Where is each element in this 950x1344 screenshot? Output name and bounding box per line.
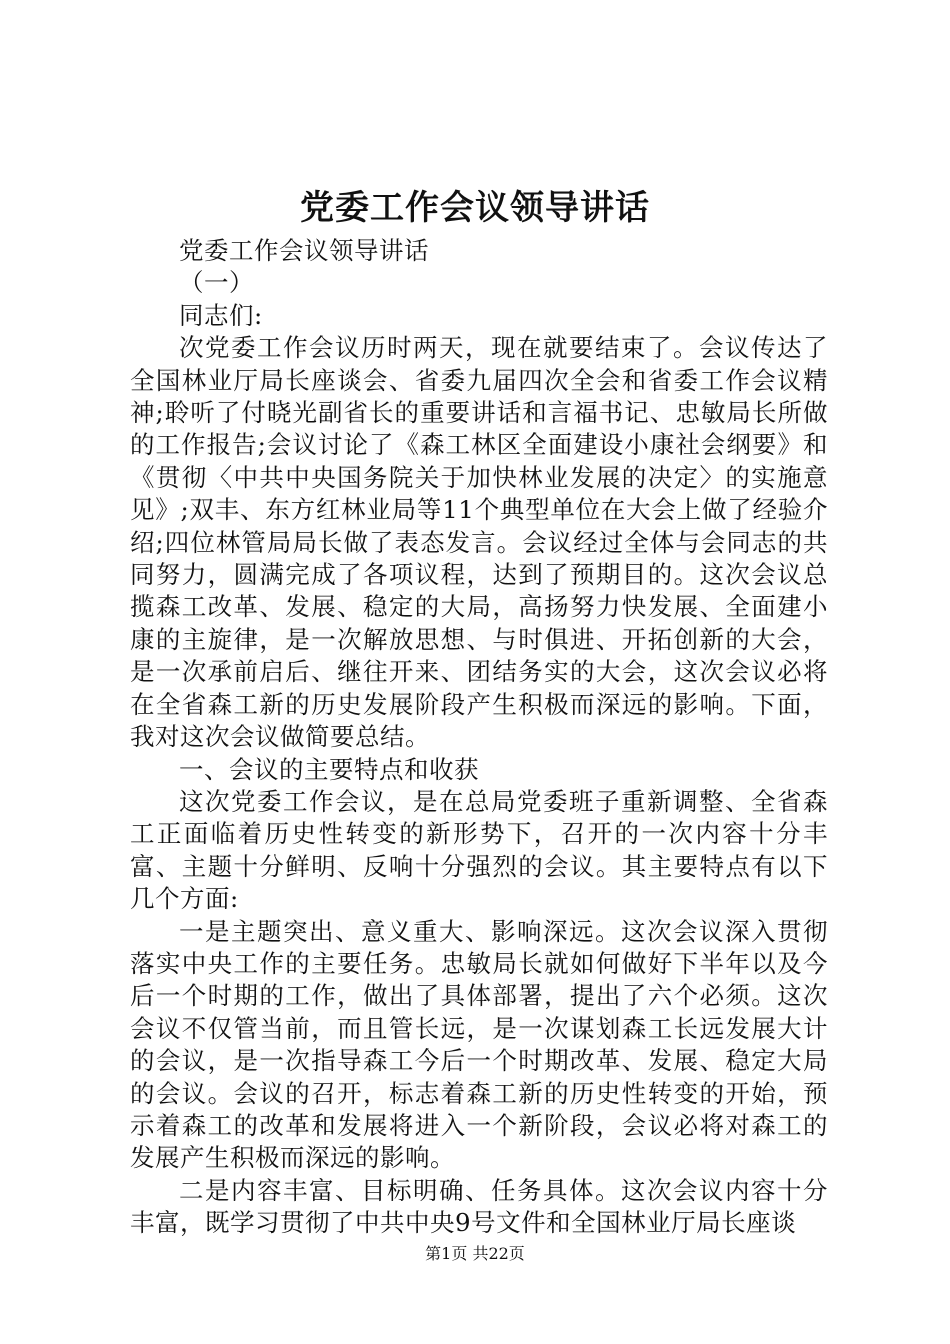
paragraph-point-one: 一是主题突出、意义重大、影响深远。这次会议深入贯彻落实中央工作的主要任务。忠敏局长就如何做好下半年以及今后一个时期的工作，做出了具体部署，提出了六个必须。这次会议不仅管当前，而且管长远，是一次谋划森工长远发展大计的会议，是一次指导森工今后一个时期改革、发展、稳定大局的会议。会议的召开，标志着森工新的历史性转变的开始，预示着森工的改革和发展将进入一个新阶段，会议必将对森工的发展产生积极而深远的影响。 [130, 916, 828, 1173]
document-body [130, 235, 828, 1240]
paragraph-subtitle: 党委工作会议领导讲话 [179, 236, 429, 265]
paragraph-features: 这次党委工作会议，是在总局党委班子重新调整、全省森工正面临着历史性转变的新形势下，召开的一次内容十分丰富、主题十分鲜明、反响十分强烈的会议。其主要特点有以下几个方面: [130, 786, 828, 914]
document-title: 党委工作会议领导讲话 [300, 188, 650, 228]
paragraph-salutation: 同志们: [179, 300, 263, 330]
paragraph-section-number: （一） [179, 268, 254, 298]
page-footer: 第1页 共22页 [425, 1244, 525, 1263]
paragraph-point-two: 二是内容丰富、目标明确、任务具体。这次会议内容十分丰富，既学习贯彻了中共中央9号文件和全国林业厅局长座谈 [130, 1175, 828, 1238]
paragraph-heading-one: 一、会议的主要特点和收获 [179, 754, 479, 784]
paragraph-intro: 次党委工作会议历时两天，现在就要结束了。会议传达了全国林业厅局长座谈会、省委九届四次全会和省委工作会议精神;聆听了付晓光副省长的重要讲话和言福书记、忠敏局长所做的工作报告;会议讨论了《森工林区全面建设小康社会纲要》和《贯彻〈中共中央国务院关于加快林业发展的决定〉的实施意见》;双丰、东方红林业局等11个典型单位在大会上做了经验介绍;四位林管局局长做了表态发言。会议经过全体与会同志的共同努力，圆满完成了各项议程，达到了预期目的。这次会议总揽森工改革、发展、稳定的大局，高扬努力快发展、全面建小康的主旋律，是一次解放思想、与时俱进、开拓创新的大会，是一次承前启后、继往开来、团结务实的大会，这次会议必将在全省森工新的历史发展阶段产生积极而深远的影响。下面，我对这次会议做简要总结。 [130, 333, 828, 752]
